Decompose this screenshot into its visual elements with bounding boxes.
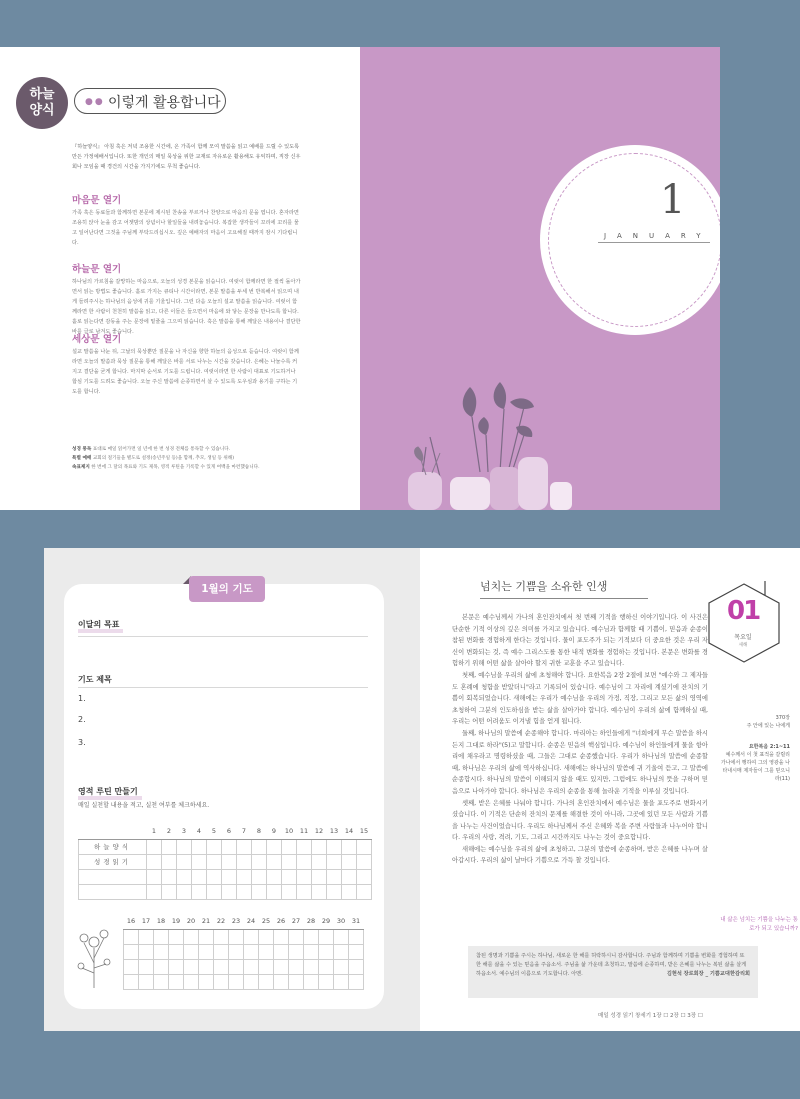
routine-grid-1 <box>78 824 372 900</box>
check-cell[interactable] <box>259 974 274 989</box>
check-cell[interactable] <box>274 974 289 989</box>
day-number: 5 <box>207 824 222 839</box>
devotion-body <box>452 612 708 867</box>
legend-term: 성경 통독 <box>72 447 92 452</box>
row-label: 성경읽기 <box>79 854 147 869</box>
check-cell[interactable] <box>357 869 372 884</box>
january-label: JANUARY <box>604 232 712 240</box>
check-cell[interactable] <box>342 869 357 884</box>
check-cell[interactable] <box>124 929 139 944</box>
day-number: 2 <box>162 824 177 839</box>
check-cell[interactable] <box>252 884 267 899</box>
check-cell[interactable] <box>147 839 162 854</box>
check-cell[interactable] <box>244 959 259 974</box>
check-cell[interactable] <box>312 869 327 884</box>
check-cell[interactable] <box>169 929 184 944</box>
check-cell[interactable] <box>252 839 267 854</box>
check-cell[interactable] <box>259 944 274 959</box>
check-cell[interactable] <box>282 869 297 884</box>
check-cell[interactable] <box>177 869 192 884</box>
check-cell[interactable] <box>177 884 192 899</box>
weekday-sub: 새해 <box>738 643 748 648</box>
day-number: 7 <box>237 824 252 839</box>
date-number: 01 <box>727 596 760 626</box>
check-cell[interactable] <box>184 944 199 959</box>
check-cell[interactable] <box>169 944 184 959</box>
check-cell[interactable] <box>169 974 184 989</box>
check-cell[interactable] <box>342 884 357 899</box>
check-cell[interactable] <box>222 869 237 884</box>
month-prayer-tab: 1월의 기도 <box>189 576 265 602</box>
check-cell[interactable] <box>259 959 274 974</box>
check-cell[interactable] <box>192 839 207 854</box>
paragraph: 본문은 예수님께서 가나의 혼인잔치에서 첫 번째 기적을 행하신 이야기입니다. 이 사건은 단순한 기적 이상의 깊은 의미를 가지고 있습니다. 예수님과 함께할 때 기쁨이, 믿음과 순종이 참된 변화를 경험하게 한다는 것입니다. 물이 포도주가 되는 기적보다 더 중요한 것은 우리 자신이 변화되는 것, 즉 예수 그리스도를 통한 내적 변화를 경험하는 것입니다. 본문은 변화를 경험하기 위해 어떤 삶을 살아야 할지 귀한 교훈을 주고 있습니다. <box>452 614 708 668</box>
check-cell[interactable] <box>327 884 342 899</box>
check-cell[interactable] <box>177 854 192 869</box>
check-cell[interactable] <box>274 944 289 959</box>
devotion-title: 넘치는 기쁨을 소유한 인생 <box>480 580 608 593</box>
check-cell[interactable] <box>334 959 349 974</box>
bottom-spread <box>44 548 800 1031</box>
book-badge <box>16 77 68 129</box>
check-cell[interactable] <box>237 869 252 884</box>
legend-row <box>72 445 312 454</box>
row-label: 하늘양식 <box>79 839 147 854</box>
check-cell[interactable] <box>267 869 282 884</box>
check-cell[interactable] <box>214 959 229 974</box>
day-number: 6 <box>222 824 237 839</box>
check-cell[interactable] <box>327 854 342 869</box>
routine-subtitle: 매일 실천할 내용을 적고, 실천 여부를 체크하세요. <box>78 802 210 809</box>
day-number: 12 <box>312 824 327 839</box>
check-cell[interactable] <box>319 974 334 989</box>
grid-row <box>124 929 364 944</box>
january-number: 1 <box>660 177 686 223</box>
grid-header-row <box>124 914 364 929</box>
check-cell[interactable] <box>154 929 169 944</box>
check-cell[interactable] <box>184 929 199 944</box>
check-cell[interactable] <box>289 974 304 989</box>
check-cell[interactable] <box>237 839 252 854</box>
check-cell[interactable] <box>297 869 312 884</box>
check-cell[interactable] <box>184 974 199 989</box>
prayer-item-1: 1. <box>78 694 86 703</box>
monthly-planner-page <box>44 548 420 1031</box>
check-cell[interactable] <box>139 929 154 944</box>
check-cell[interactable] <box>289 959 304 974</box>
check-cell[interactable] <box>282 854 297 869</box>
check-cell[interactable] <box>207 869 222 884</box>
section-title-3: 세상문 열기 <box>72 334 122 345</box>
day-number: 22 <box>214 914 229 929</box>
guide-page <box>0 47 360 510</box>
check-cell[interactable] <box>282 884 297 899</box>
grid-row <box>79 884 372 899</box>
check-cell[interactable] <box>297 884 312 899</box>
check-cell[interactable] <box>154 944 169 959</box>
prayer-label: 기도 제목 <box>78 675 112 684</box>
day-number: 23 <box>229 914 244 929</box>
check-cell[interactable] <box>349 944 364 959</box>
check-cell[interactable] <box>192 854 207 869</box>
hymn-number: 370장 <box>775 715 790 721</box>
check-cell[interactable] <box>297 839 312 854</box>
paragraph: 셋째, 받은 은혜를 나눠야 합니다. 가나의 혼인잔치에서 예수님은 물을 포도주로 변화시키셨습니다. 이 기적은 단순히 잔치의 문제를 해결한 것이 아니라, 그곳에 있던 모든 사람과 기쁨을 나누는 사건이었습니다. 우리도 하나님께서 주신 은혜와 복을 주변 사람들과 나누어야 합니다. 우리의 사랑, 격려, 기도, 그리고 시간까지도 나누는 것이 중요합니다. <box>452 799 708 842</box>
day-number: 31 <box>349 914 364 929</box>
check-cell[interactable] <box>162 854 177 869</box>
day-number: 21 <box>199 914 214 929</box>
check-cell[interactable] <box>334 974 349 989</box>
check-cell[interactable] <box>312 884 327 899</box>
grid-row <box>79 854 372 869</box>
check-cell[interactable] <box>259 929 274 944</box>
section-title-1: 마음문 열기 <box>72 195 122 206</box>
check-cell[interactable] <box>297 854 312 869</box>
goal-label: 이달의 목표 <box>78 620 120 629</box>
row-label-empty <box>79 884 147 899</box>
check-cell[interactable] <box>252 854 267 869</box>
hymn-info <box>720 714 790 730</box>
check-cell[interactable] <box>124 959 139 974</box>
hymn-title: 주 안에 있는 나에게 <box>746 723 790 729</box>
check-cell[interactable] <box>214 929 229 944</box>
day-number: 28 <box>304 914 319 929</box>
check-cell[interactable] <box>177 839 192 854</box>
check-cell[interactable] <box>169 959 184 974</box>
check-cell[interactable] <box>124 944 139 959</box>
grid-row <box>124 944 364 959</box>
intro-text: 『하늘양식』 아침 혹은 저녁 조용한 시간에, 온 가족이 함께 모여 말씀을 읽고 예배를 드릴 수 있도록 만든 가정예배서입니다. 또한 개인의 매일 묵상을 위한 교재로 자유로운 활용해도 유익하며, 직장 신우회나 모임을 때 경건의 시간을 가지기에도 무척 좋습니다. <box>72 144 301 170</box>
check-cell[interactable] <box>207 854 222 869</box>
scripture-info <box>720 743 790 783</box>
check-cell[interactable] <box>349 959 364 974</box>
check-cell[interactable] <box>244 974 259 989</box>
goal-line <box>78 636 368 637</box>
day-number: 16 <box>124 914 139 929</box>
section-body-3: 설교 말씀을 나눈 뒤, 그날의 묵상뿐만 질문을 나 자신을 향한 하늘의 음성으로 듣습니다. 여럿이 함께라면 오늘의 말씀과 묵상 질문을 통해 깨달은 바를 서로 나누는 시간을 갖습니다. 은혜는 나눌수록 커지고 결단을 굳게 합니다. 마지막 순서로 기도를 드립니다. 여럿이라면 한 사람이 대표로 기도하거나 합심 기도를 드려도 좋습니다. 오늘 주신 말씀에 순종하면서 살 수 있도록 도우심과 용기를 구하는 기도를 합니다. <box>72 349 299 395</box>
grid-row <box>79 839 372 854</box>
check-cell[interactable] <box>244 944 259 959</box>
january-ring <box>548 153 720 327</box>
check-cell[interactable] <box>192 884 207 899</box>
check-cell[interactable] <box>349 929 364 944</box>
section-body-2: 하나님의 가르침을 갈망하는 마음으로, 오늘의 성경 본문을 읽습니다. 여럿이 함께라면 한 절씩 돌아가면서 읽는 방법도 좋습니다. 홀로 가지는 큐티나 시간이라면, 본문 말씀을 두세 번 반복해서 읽으며 내게 들려주시는 하나님의 음성에 귀를 기울입니다. 그런 다음 오늘의 설교 말씀을 읽습니다. 여럿이 함께라면 한 사람이 천천히 말씀을 읽고, 다른 이들은 들으면서 마음에 와 닿는 문장을 만나도록 합니다. 홀로 읽는다면 감동을 주는 문장에 밑줄을 그으며 읽습니다. 혹은 말씀을 통해 깨달은 내용이나 결단한 바를 글로 남겨도 좋습니다. <box>72 279 301 335</box>
day-number: 9 <box>267 824 282 839</box>
day-number: 20 <box>184 914 199 929</box>
check-cell[interactable] <box>244 929 259 944</box>
check-cell[interactable] <box>334 929 349 944</box>
check-cell[interactable] <box>214 974 229 989</box>
section-body-1: 가족 혹은 동료들과 함께하면 본문에 제시된 찬송을 부르거나 찬양으로 마음의 문을 엽니다. 혼자라면 조용히 앉아 눈을 감고 어젯밤의 상념이나 할일들을 내려놓습니다. 복잡한 생각들이 꼬리에 꼬리를 물고 일어난다면 그것을 주님께 부탁드리십시오. 깊은 예배자의 마음이 고요해질 때까지 잠시 기다립니다. <box>72 210 299 246</box>
check-cell[interactable] <box>207 839 222 854</box>
check-cell[interactable] <box>207 884 222 899</box>
vase-plants-illustration <box>400 377 580 510</box>
check-cell[interactable] <box>229 929 244 944</box>
check-cell[interactable] <box>222 839 237 854</box>
grid-row <box>124 959 364 974</box>
day-number: 11 <box>297 824 312 839</box>
grid-row <box>124 974 364 989</box>
check-cell[interactable] <box>319 944 334 959</box>
check-cell[interactable] <box>312 839 327 854</box>
paragraph: 새해에는 예수님을 우리의 삶에 초청하고, 그분의 말씀에 순종하며, 받은 은혜를 나누며 살아갑시다. 우리의 삶이 날마다 기쁨으로 가득 찰 것입니다. <box>452 845 708 865</box>
check-cell[interactable] <box>237 854 252 869</box>
check-cell[interactable] <box>357 884 372 899</box>
day-number: 27 <box>289 914 304 929</box>
check-cell[interactable] <box>282 839 297 854</box>
check-cell[interactable] <box>162 884 177 899</box>
check-cell[interactable] <box>184 959 199 974</box>
check-cell[interactable] <box>229 959 244 974</box>
grid-row <box>79 869 372 884</box>
grid-corner <box>79 824 147 839</box>
check-cell[interactable] <box>289 944 304 959</box>
weekday: 목요일 <box>734 634 752 641</box>
check-cell[interactable] <box>274 929 289 944</box>
check-cell[interactable] <box>327 869 342 884</box>
check-cell[interactable] <box>267 839 282 854</box>
check-cell[interactable] <box>139 974 154 989</box>
top-spread <box>0 47 720 510</box>
check-cell[interactable] <box>199 929 214 944</box>
prayer-item-2: 2. <box>78 715 86 724</box>
check-cell[interactable] <box>289 929 304 944</box>
day-number: 17 <box>139 914 154 929</box>
row-label-empty <box>79 869 147 884</box>
day-number: 30 <box>334 914 349 929</box>
prayer-item-3: 3. <box>78 738 86 747</box>
check-cell[interactable] <box>342 839 357 854</box>
check-cell[interactable] <box>319 929 334 944</box>
day-number: 8 <box>252 824 267 839</box>
check-cell[interactable] <box>222 854 237 869</box>
check-cell[interactable] <box>304 944 319 959</box>
check-cell[interactable] <box>349 974 364 989</box>
legend-term: 속표제지 <box>72 465 90 470</box>
check-cell[interactable] <box>154 959 169 974</box>
day-number: 13 <box>327 824 342 839</box>
check-cell[interactable] <box>327 839 342 854</box>
reading-checklist: 매일 성경 읽기 창세기 1장 ☐ 2장 ☐ 3장 ☐ <box>598 1013 703 1019</box>
legend-row <box>72 454 312 463</box>
legend-text: 표대로 매일 읽어가면 일 년에 한 번 성경 전체를 통독할 수 있습니다. <box>92 447 231 452</box>
check-cell[interactable] <box>199 974 214 989</box>
check-cell[interactable] <box>162 869 177 884</box>
legend-text: 한 번에 그 달의 목표와 기도 제목, 영적 루틴을 기록할 수 있게 여백을 마련했습니다. <box>91 465 260 470</box>
check-cell[interactable] <box>192 869 207 884</box>
check-cell[interactable] <box>237 884 252 899</box>
check-cell[interactable] <box>357 854 372 869</box>
prayer-box <box>468 946 758 998</box>
legend-row <box>72 463 312 472</box>
check-cell[interactable] <box>342 854 357 869</box>
day-number: 3 <box>177 824 192 839</box>
check-cell[interactable] <box>312 854 327 869</box>
check-cell[interactable] <box>304 974 319 989</box>
check-cell[interactable] <box>199 959 214 974</box>
day-number: 26 <box>274 914 289 929</box>
dots-icon: ●● <box>85 97 105 107</box>
day-number: 14 <box>342 824 357 839</box>
day-number: 1 <box>147 824 162 839</box>
legend-term: 특별 예배 <box>72 456 92 461</box>
check-cell[interactable] <box>319 959 334 974</box>
check-cell[interactable] <box>267 884 282 899</box>
check-cell[interactable] <box>199 944 214 959</box>
check-cell[interactable] <box>222 884 237 899</box>
guide-title-box <box>74 88 226 114</box>
check-cell[interactable] <box>304 959 319 974</box>
day-number: 4 <box>192 824 207 839</box>
check-cell[interactable] <box>252 869 267 884</box>
prayer-author: 김현석 장로회장 _ 기쁨교대한감리회 <box>666 971 750 977</box>
badge-line2: 양식 <box>29 103 55 118</box>
day-number: 29 <box>319 914 334 929</box>
check-cell[interactable] <box>162 839 177 854</box>
day-number: 18 <box>154 914 169 929</box>
reflection-question: 내 삶은 넘치는 기쁨을 나누는 통로가 되고 있습니까? <box>720 917 798 932</box>
check-cell[interactable] <box>147 884 162 899</box>
routine-grid-2 <box>123 914 364 990</box>
legend-text: 교회의 절기들을 별도로 설정(송년주일 등)을 함께, 추모, 생일 등 위해) <box>92 456 235 461</box>
scripture-summary: 예수께서 이 첫 표적을 갈릴리 가나에서 행하여 그의 영광을 나타내시매 제자들이 그를 믿으니라(11) <box>720 752 790 782</box>
legend <box>72 445 312 472</box>
check-cell[interactable] <box>147 869 162 884</box>
check-cell[interactable] <box>357 839 372 854</box>
grid-header-row <box>79 824 372 839</box>
badge-line1: 하늘 <box>29 87 55 102</box>
january-rule <box>598 242 710 243</box>
prayer-line <box>78 687 368 688</box>
check-cell[interactable] <box>139 959 154 974</box>
title-rule <box>480 598 648 599</box>
check-cell[interactable] <box>229 944 244 959</box>
check-cell[interactable] <box>304 929 319 944</box>
routine-label: 영적 루틴 만들기 <box>78 787 138 796</box>
day-number: 15 <box>357 824 372 839</box>
check-cell[interactable] <box>139 944 154 959</box>
paragraph: 첫째, 예수님을 우리의 삶에 초청해야 합니다. 요한복음 2장 2절에 보면 "예수와 그 제자들도 혼례에 청함을 받았더니"라고 기록되어 있습니다. 예수님이 그 자리에 계셨기에 잔치의 기쁨이 회복되었습니다. 새해에는 우리가 예수님을 우리의 가정, 직장, 그리고 모든 삶의 영역에 초청하여 그분의 인도하심을 받는 삶을 살아가야 합니다. 예수님이 우리의 삶에 함께하실 때, 우리는 어떤 어려움도 이겨낼 힘을 얻게 됩니다. <box>452 671 708 726</box>
check-cell[interactable] <box>334 944 349 959</box>
check-cell[interactable] <box>214 944 229 959</box>
check-cell[interactable] <box>147 854 162 869</box>
day-number: 19 <box>169 914 184 929</box>
section-title-2: 하늘문 열기 <box>72 264 122 275</box>
check-cell[interactable] <box>274 959 289 974</box>
day-number: 10 <box>282 824 297 839</box>
day-number: 24 <box>244 914 259 929</box>
check-cell[interactable] <box>267 854 282 869</box>
prayer-text: 참된 생명과 기쁨을 주시는 하나님, 새로운 한 해를 허락하시니 감사합니다. 주님과 함께하며 기쁨을 변화를 경험하며 또 한 해를 삶을 수 있는 믿음을 주옵소서. 주님을 삶 가운데 초청하고, 말씀에 순종하며, 받은 은혜를 나누는 복된 삶을 살게 하옵소서. 예수님의 이름으로 기도합니다. 아멘. <box>476 953 747 977</box>
day-number: 25 <box>259 914 274 929</box>
devotional-page <box>420 548 800 1031</box>
flower-illustration <box>74 918 114 988</box>
check-cell[interactable] <box>229 974 244 989</box>
scripture-ref: 요한복음 2:1~11 <box>748 744 790 750</box>
guide-title: 이렇게 활용합니다 <box>108 95 221 111</box>
paragraph: 둘째, 하나님의 말씀에 순종해야 합니다. 마리아는 하인들에게 "너희에게 무슨 말씀을 하시든지 그대로 하라"(5)고 말합니다. 순종은 믿음의 핵심입니다. 예수님이 하인들에게 물을 항아리에 채우라고 명령하셨을 때, 그들은 그대로 순종했습니다. 우리가 하나님의 말씀에 순종할 때, 하나님은 우리의 삶에 역사하십니다. 새해에는 하나님의 말씀에 귀 기울여 듣고, 그 말씀에 순종합시다. 하나님의 말씀이 이해되지 않을 때도 있지만, 그럼에도 하나님의 뜻을 구하며 믿음으로 나아가야 합니다. 하나님은 우리의 순종을 통해 놀라운 기적을 이루실 것입니다. <box>452 729 708 795</box>
check-cell[interactable] <box>124 974 139 989</box>
check-cell[interactable] <box>154 974 169 989</box>
